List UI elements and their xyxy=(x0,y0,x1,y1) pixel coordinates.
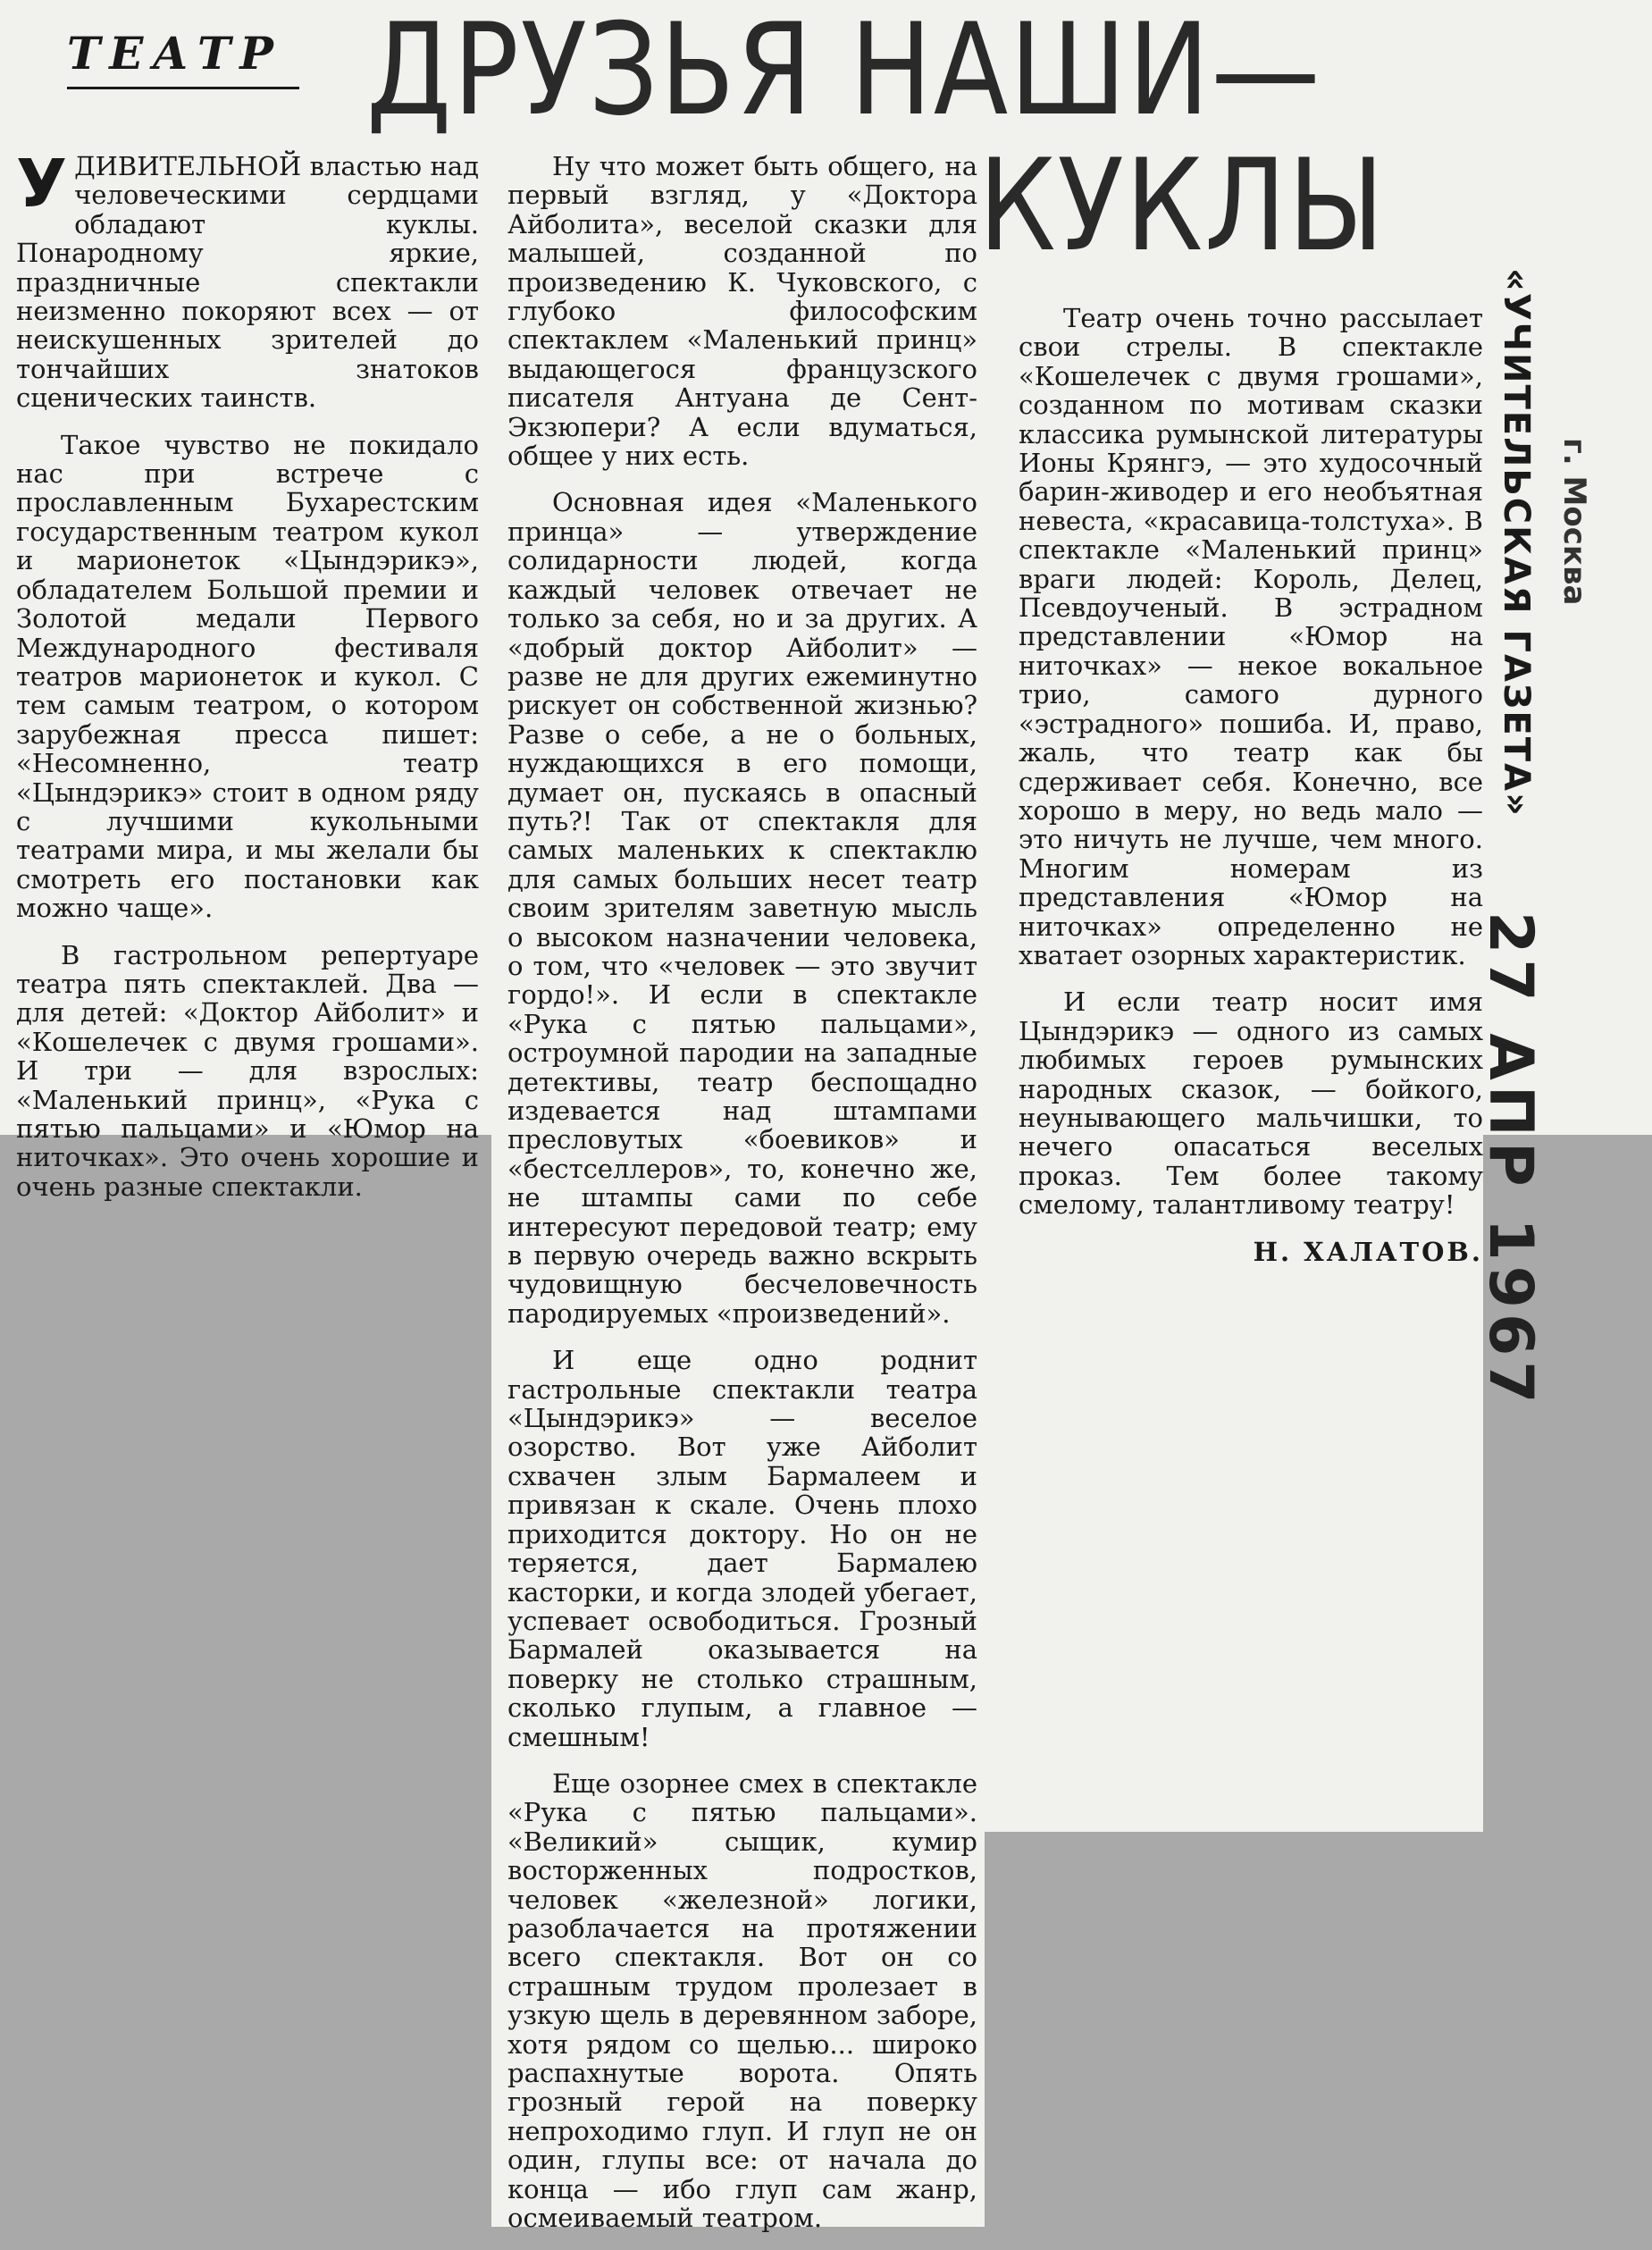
article-column-1 xyxy=(16,146,479,1219)
stamp-date: 27 АПР 1967 xyxy=(1475,911,1546,1409)
section-label: ТЕАТР xyxy=(67,27,299,89)
archive-stamp xyxy=(1475,268,1592,1409)
headline-line-2: КУКЛЫ xyxy=(978,132,1387,280)
paragraph: Такое чувство не покидало нас при встрече с прославленным Бухарестским государственным театром кукол и марионеток «Цындэрикэ», обладателем Большой премии и Золотой медали Первого Международного фестиваля театров марионеток и кукол. С тем самым театром, о котором зарубежная пресса пишет: «Несомненно, театр «Цындэрикэ» стоит в одном ряду с лучшими кукольными театрами мира, и мы желали бы смотреть его постановки как можно чаще». xyxy=(16,429,479,924)
article-column-3 xyxy=(1019,304,1483,1266)
author-signature: Н. ХАЛАТОВ. xyxy=(1253,1236,1483,1267)
drop-cap: У xyxy=(16,146,68,222)
paragraph: Основная идея «Маленького принца» — утверждение солидарности людей, когда каждый человек отвечает не только за себя, но и за других. А «добрый доктор Айболит» — разве не для других ежеминутно рискует он собственной жизнью? Разве о себе, а не о больных, нуждающихся в его помощи, думает он, пускаясь в опасный путь?! Так от спектакля для самых маленьких к спектаклю для самых больших несет театр своим зрителям заветную мысль о высоком назначении человека, о том, что «человек — это звучит гордо!». И если в спектакле «Рука с пятью пальцами», остроумной пародии на западные детективы, театр беспощадно издевается над штампами пресловутых «боевиков» и «бестселлеров», то, конечно же, не штампы сами по себе интересуют передовой театр; ему в первую очередь важно вскрыть чудовищную бесчеловечность пародируемых «произведений». xyxy=(507,487,977,1329)
stamp-city: г. Москва xyxy=(1556,438,1592,606)
paragraph: Ну что может быть общего, на первый взгляд, у «Доктора Айболита», веселой сказки для малышей, созданной по произведению К. Чуковского, с глубоко философским спектаклем «Маленький принц» выдающегося французского писателя Антуана де Сент-Экзюпери? А если вдуматься, общее у них есть. xyxy=(507,151,977,472)
paragraph: И если театр носит имя Цындэрикэ — одного из самых любимых героев румынских народных сказок, — бойкого, неунывающего мальчишки, то нечего опасаться веселых проказ. Тем более такому смелому, талантливому театру! xyxy=(1019,986,1483,1221)
stamp-publication: «УЧИТЕЛЬСКАЯ ГАЗЕТА» xyxy=(1496,268,1537,818)
paragraph: И еще одно роднит гастрольные спектакли театра «Цындэрикэ» — веселое озорство. Вот уже Айболит схвачен злым Бармалеем и привязан к скале. Очень плохо приходится доктору. Но он не теряется, дает Бармалею касторки, и когда злодей убегает, успевает освободиться. Грозный Бармалей оказывается на поверку не столько страшным, сколько глупым, а главное — смешным! xyxy=(507,1345,977,1752)
paragraph: УДИВИТЕЛЬНОЙ властью над человеческими сердцами обладают куклы. Понародному яркие, праздничные спектакли неизменно покоряют всех — от неискушенных зрителей до тончайших знатоков сценических таинств. xyxy=(16,146,479,414)
article-column-2 xyxy=(507,152,977,2250)
headline-line-1: ДРУЗЬЯ НАШИ— xyxy=(366,0,1322,144)
paragraph: В гастрольном репертуаре театра пять спектаклей. Два — для детей: «Доктор Айболит» и «Кошелечек с двумя грошами». И три — для взрослых: «Маленький принц», «Рука с пятью пальцами» и «Юмор на ниточках». Это очень хорошие и очень разные спектакли. xyxy=(16,939,479,1202)
paragraph: Театр очень точно рассылает свои стрелы. В спектакле «Кошелечек с двумя грошами», созданном по мотивам сказки классика румынской литературы Ионы Крянгэ, — это худосочный барин-живодер и его необъятная невеста, «красавица-толстуха». В спектакле «Маленький принц» враги людей: Король, Делец, Псевдоученый. В эстрадном представлении «Юмор на ниточках» — некое вокальное трио, самого дурного «эстрадного» пошиба. И, право, жаль, что театр как бы сдерживает себя. Конечно, все хорошо в меру, но ведь мало — это ничуть не лучше, чем много. Многим номерам из представления «Юмор на ниточках» определенно не хватает озорных характеристик. xyxy=(1019,303,1483,970)
paragraph: Еще озорнее смех в спектакле «Рука с пятью пальцами». «Великий» сыщик, кумир восторженных подростков, человек «железной» логики, разоблачается на протяжении всего спектакля. Вот он со страшным трудом пролезает в узкую щель в деревянном заборе, хотя рядом со щелью... широко распахнутые ворота. Опять грозный герой на поверку непроходимо глуп. И глуп не он один, глупы все: от начала до конца — ибо глуп сам жанр, осмеиваемый театром. xyxy=(507,1767,977,2234)
